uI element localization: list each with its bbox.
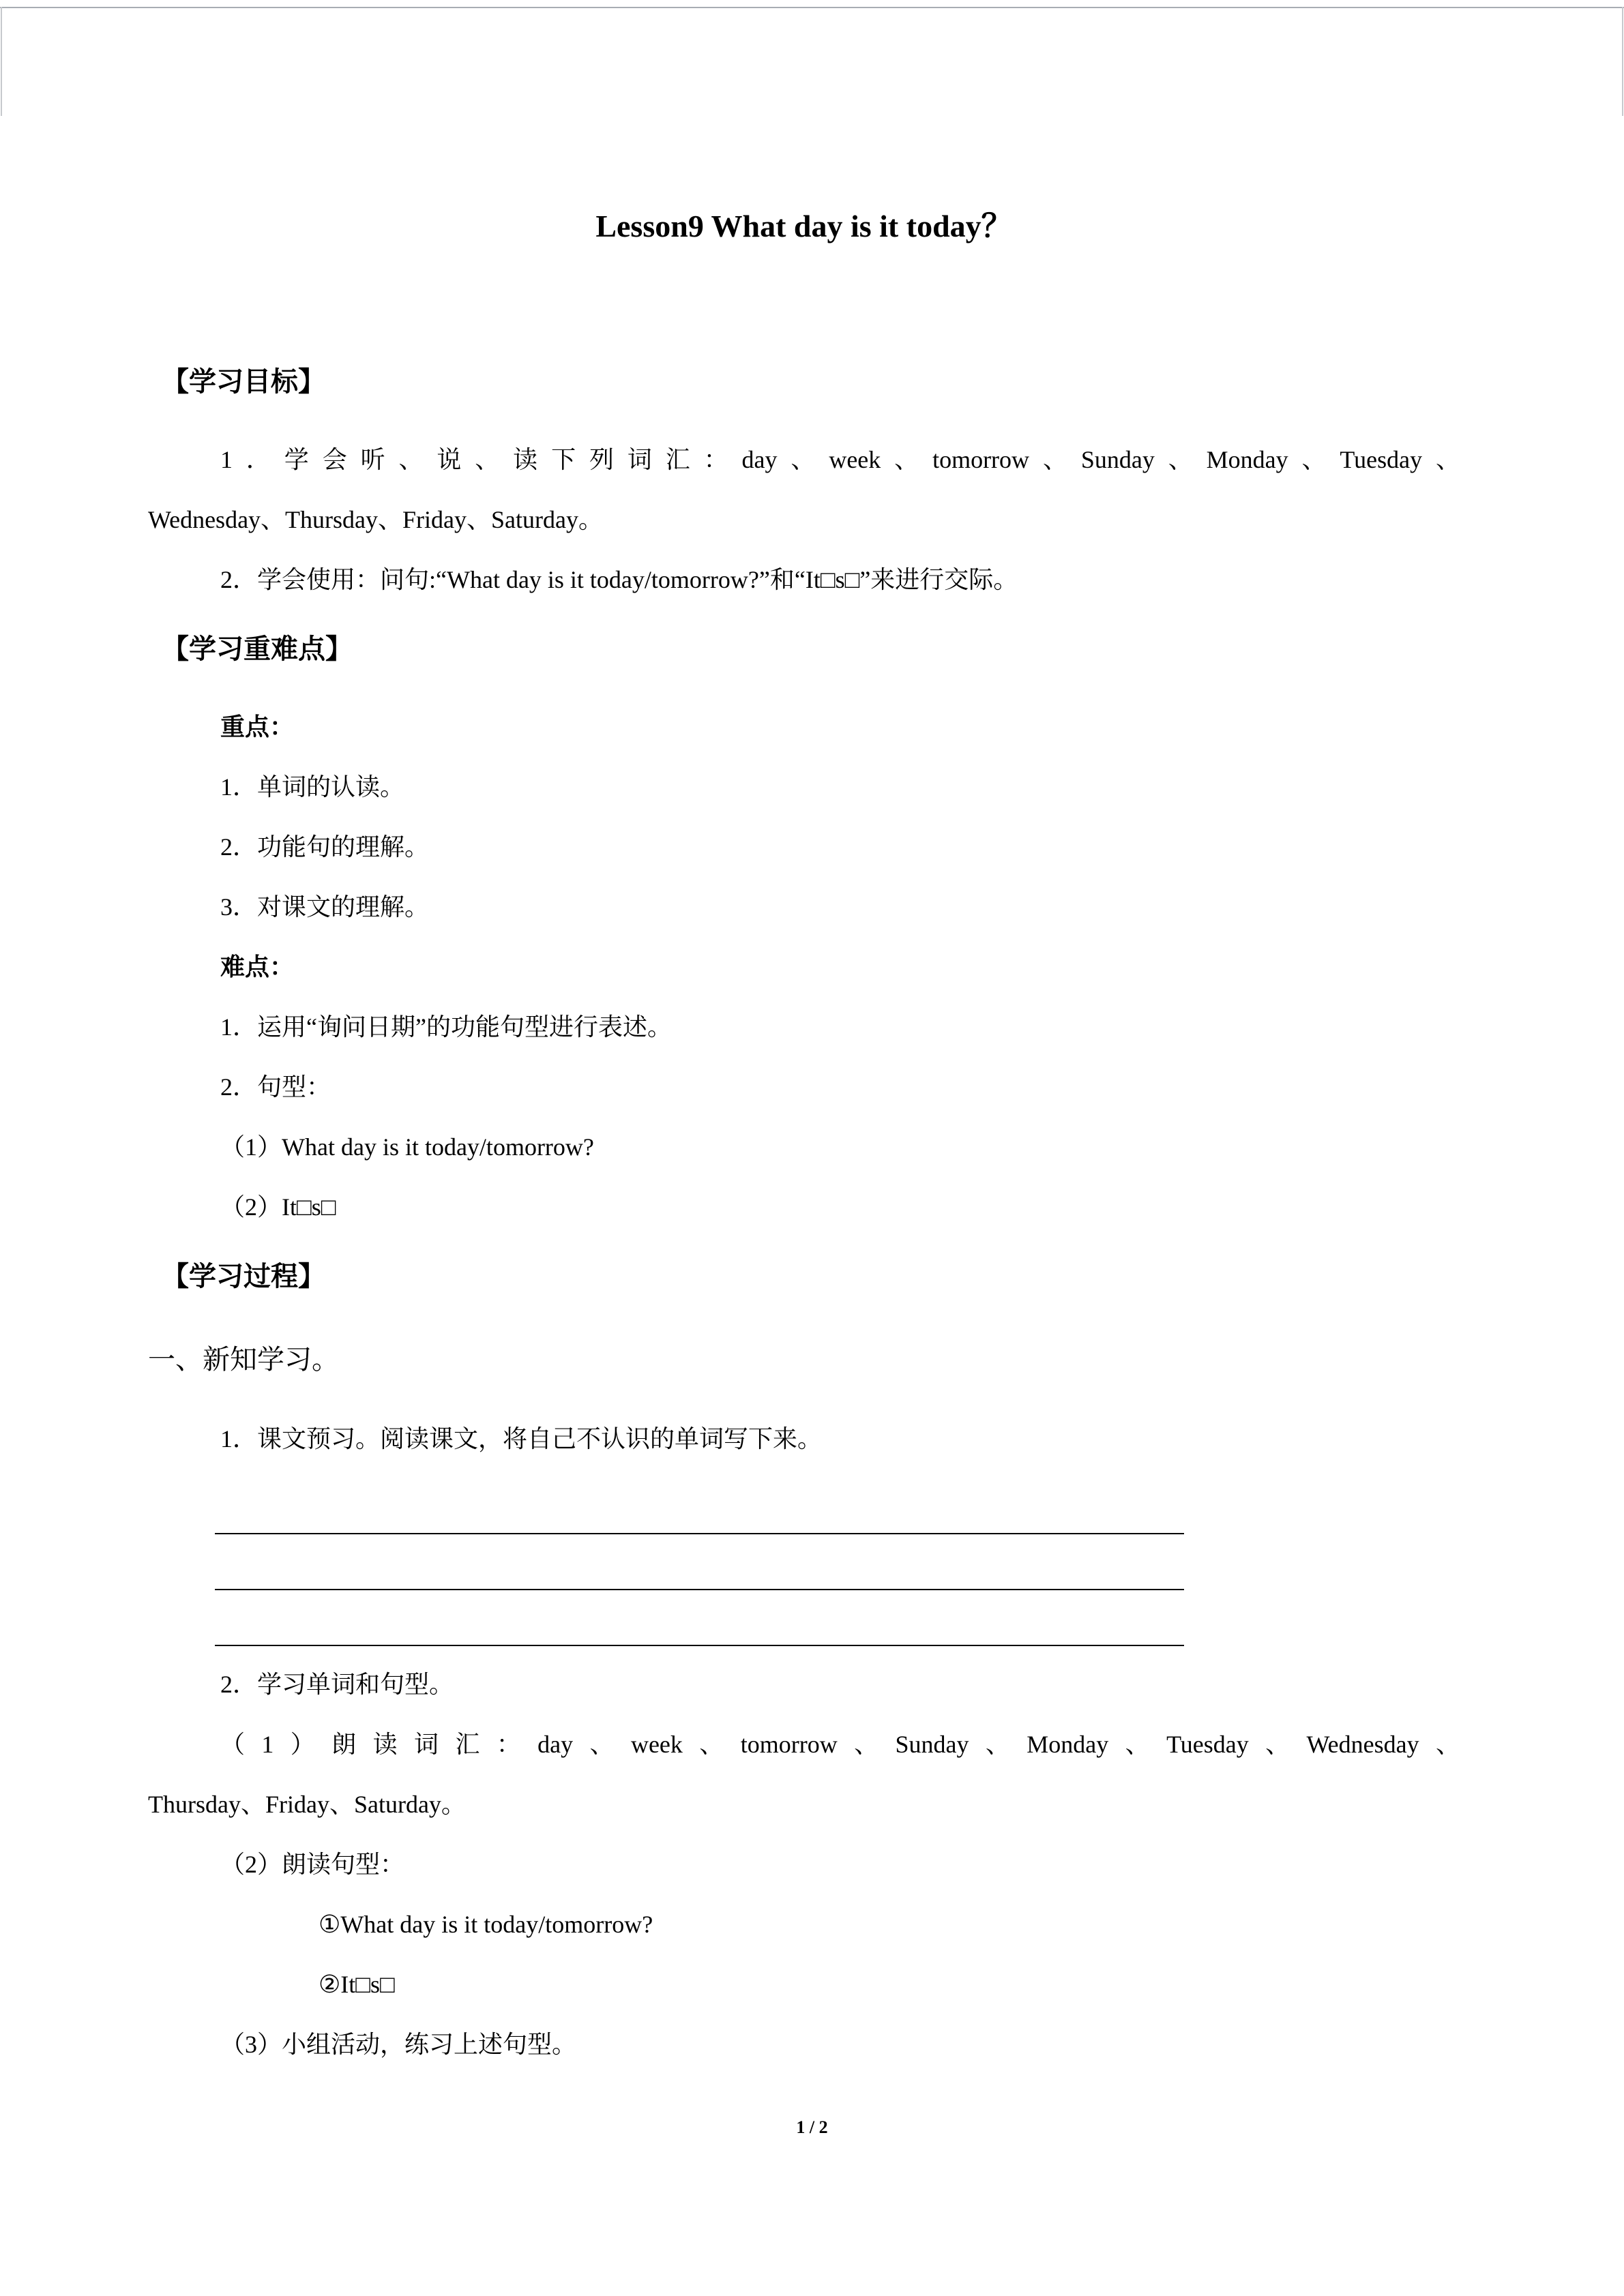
- keypoints-key-item-1: 1．单词的认读。: [220, 773, 405, 801]
- page-number: 1 / 2: [796, 2117, 828, 2137]
- keypoints-key-item-2: 2．功能句的理解。: [220, 833, 430, 861]
- keypoints-difficult-label: 难点：: [220, 953, 295, 981]
- write-line-3: [215, 1590, 1184, 1646]
- keypoints-key-item-3: 3．对课文的理解。: [220, 893, 430, 921]
- write-line-2: [215, 1534, 1184, 1590]
- section-heading-keypoints: 【学习重难点】: [162, 633, 353, 664]
- page-right-edge: [1622, 7, 1623, 116]
- process-item-1: 1．课文预习。阅读课文，将自己不认识的单词写下来。: [220, 1425, 823, 1452]
- page-left-edge: [1, 7, 2, 116]
- goals-item-2: 2．学会使用：问句:“What day is it today/tomorrow?”和“It□s□”来进行交际。: [220, 566, 1018, 593]
- goals-item-1-line-2: Wednesday、Thursday、Friday、Saturday。: [148, 506, 603, 533]
- keypoints-difficult-item-1: 1．运用“询问日期”的功能句型进行表述。: [220, 1013, 672, 1041]
- process-item-3-line-1: （1）朗读词汇：day、week、tomorrow、Sunday、Monday、Tuesday、Wednesday、: [220, 1731, 1460, 1758]
- process-item-4: （2）朗读句型：: [220, 1851, 405, 1878]
- process-item-3-line-2: Thursday、Friday、Saturday。: [148, 1791, 466, 1818]
- process-item-2: 2．学习单词和句型。: [220, 1671, 454, 1698]
- section-heading-goals: 【学习目标】: [162, 366, 325, 397]
- page-top-edge: [0, 7, 1624, 8]
- write-lines: [148, 1478, 1460, 1646]
- goals-item-1-line-1: 1．学会听、说、读下列词汇：day、week、tomorrow、Sunday、Monday、Tuesday、: [220, 446, 1460, 473]
- keypoints-sentence-pattern-1: （1）What day is it today/tomorrow?: [220, 1133, 594, 1161]
- keypoints-key-label: 重点：: [220, 713, 295, 741]
- process-part-1-title: 一、新知学习。: [148, 1344, 339, 1375]
- doc-title: Lesson9 What day is it today？: [595, 209, 1013, 243]
- process-item-5: （3）小组活动，练习上述句型。: [220, 2031, 577, 2058]
- section-heading-process: 【学习过程】: [162, 1261, 325, 1292]
- write-line-1: [215, 1478, 1184, 1534]
- process-sentence-2: ②It□s□: [319, 1971, 395, 1998]
- process-sentence-1: ①What day is it today/tomorrow?: [319, 1911, 653, 1938]
- keypoints-sentence-pattern-2: （2）It□s□: [220, 1193, 336, 1221]
- keypoints-difficult-item-2: 2．句型：: [220, 1073, 331, 1101]
